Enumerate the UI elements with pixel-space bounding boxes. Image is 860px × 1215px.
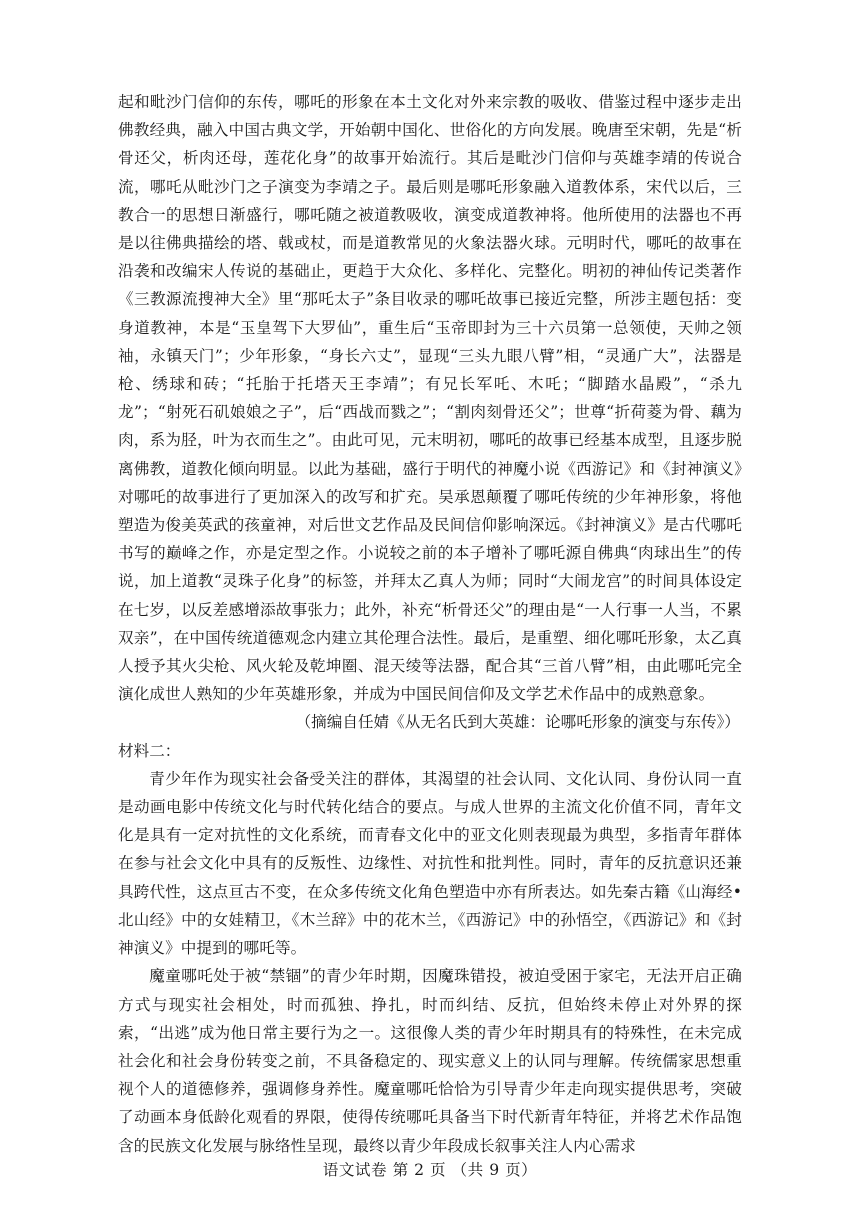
material2-label: 材料二： [118, 741, 181, 760]
page-body [118, 88, 742, 1160]
source-citation: （摘编自任婧《从无名氏到大英雄：论哪吒形象的演变与东传》） [295, 713, 740, 732]
page-footer: 语文试卷 第 2 页 （共 9 页） [322, 1161, 538, 1179]
material2-paragraph-2: 魔童哪吒处于被“禁锢”的青少年时期，因魔珠错投，被迫受困于家宅，无法开启正确方式与现实社会相处，时而孤独、挣扎，时而纠结、反抗，但始终未停止对外界的探索，“出逃”成为他日常主要行为之一。这很像人类的青少年时期具有的特殊性，在未完成社会化和社会身份转变之前，不具备稳定的、现实意义上的认同与理解。传统儒家思想重视个人的道德修养，强调修身养性。魔童哪吒恰恰为引导青少年走向现实提供思考，突破了动画本身低龄化观看的界限，使得传统哪吒具备当下时代新青年特征，并将艺术作品饱含的民族文化发展与脉络性呈现，最终以青少年段成长叙事关注人内心需求 [118, 967, 742, 1155]
material2-paragraph-1: 青少年作为现实社会备受关注的群体，其渴望的社会认同、文化认同、身份认同一直是动画电影中传统文化与时代转化结合的要点。与成人世界的主流文化价值不同，青年文化是具有一定对抗性的文化系统，而青春文化中的亚文化则表现最为典型，多指青年群体在参与社会文化中具有的反叛性、边缘性、对抗性和批判性。同时，青年的反抗意识还兼具跨代性，这点亘古不变，在众多传统文化角色塑造中亦有所表达。如先秦古籍《山海经• 北山经》中的女娃精卫，《木兰辞》中的花木兰，《西游记》中的孙悟空，《西游记》和《封神演义》中提到的哪吒等。 [118, 769, 742, 958]
material1-paragraph: 起和毗沙门信仰的东传，哪吒的形象在本土文化对外来宗教的吸收、借鉴过程中逐步走出佛教经典，融入中国古典文学，开始朝中国化、世俗化的方向发展。晚唐至宋朝，先是“析骨还父，析肉还母，莲花化身”的故事开始流行。其后是毗沙门信仰与英雄李靖的传说合流，哪吒从毗沙门之子演变为李靖之子。最后则是哪吒形象融入道教体系，宋代以后，三教合一的思想日渐盛行，哪吒随之被道教吸收，演变成道教神将。他所使用的法器也不再是以往佛典描绘的塔、戟或杖，而是道教常见的火象法器火球。元明时代，哪吒的故事在沿袭和改编宋人传说的基础止，更趋于大众化、多样化、完整化。明初的神仙传记类著作《三教源流搜神大全》里“那吒太子”条目收录的哪吒故事已接近完整，所涉主题包括：变身道教神，本是“玉皇驾下大罗仙”，重生后“玉帝即封为三十六员第一总领使，天帅之领袖，永镇天门”；少年形象，“身长六丈”，显现“三头九眼八臂”相，“灵通广大”，法器是枪、绣球和砖；“托胎于托塔天王李靖”；有兄长军吒、木吒；“脚踏水晶殿”，“杀九龙”；“射死石矶娘娘之子”，后“西战而戮之”；“割肉刻骨还父”；世尊“折荷菱为骨、藕为肉，系为胫，叶为衣而生之”。由此可见，元末明初，哪吒的故事已经基本成型，且逐步脱离佛教，道教化倾向明显。以此为基础，盛行于明代的神魔小说《西游记》和《封神演义》对哪吒的故事进行了更加深入的改写和扩充。吴承恩颠覆了哪吒传统的少年神形象，将他塑造为俊美英武的孩童神，对后世文艺作品及民间信仰影响深远。《封神演义》是古代哪吒书写的巅峰之作，亦是定型之作。小说较之前的本子增补了哪吒源自佛典“肉球出生”的传说，加上道教“灵珠子化身”的标签，并拜太乙真人为师；同时“大闹龙宫”的时间具体设定在七岁，以反差感增添故事张力；此外，补充“析骨还父”的理由是“一人行事一人当，不累双亲”，在中国传统道德观念内建立其伦理合法性。最后，是重塑、细化哪吒形象，太乙真人授予其火尖枪、风火轮及乾坤圈、混天绫等法器，配合其“三首八臂”相，由此哪吒完全演化成世人熟知的少年英雄形象，并成为中国民间信仰及文学艺术作品中的成熟意象。 [118, 93, 742, 704]
